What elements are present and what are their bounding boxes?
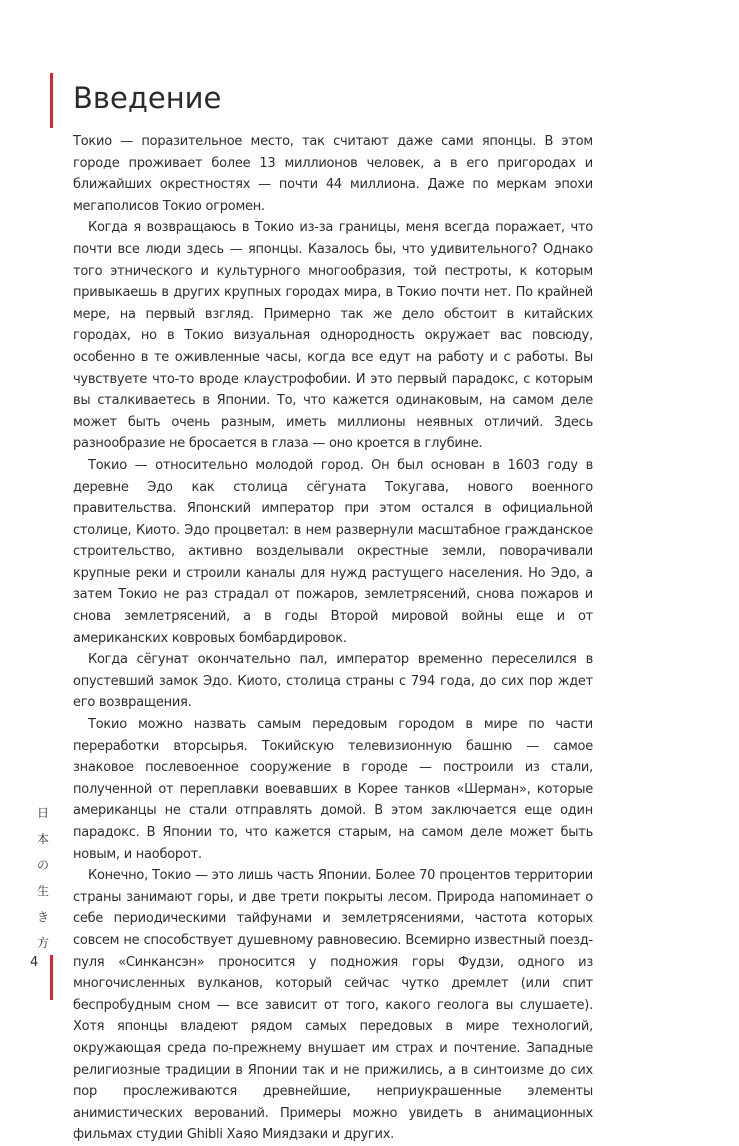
side-title-char: 方	[36, 936, 49, 950]
paragraph: Когда я возвращаюсь в Токио из-за границы, меня всегда поражает, что почти все люди здесь — японцы. Казалось бы, что удивительного? Однако того этнического и культурного многообразия, той пестроты, к которым привыкаешь в других крупных городах мира, в Токио почти нет. По крайней мере, на первый взгляд. Примерно так же дело обстоит в китайских городах, но в Токио визуальная однородность окружает вас повсюду, особенно в те оживленные часы, когда все едут на работу и с работы. Вы чувствуете что-то вроде клаустрофобии. И это первый парадокс, с которым вы сталкиваетесь в Японии. То, что кажется одинаковым, на самом деле может быть очень разным, иметь миллионы неявных отличий. Здесь разнообразие не бросается в глаза — оно кроется в глубине.	[73, 220, 593, 452]
side-title-char: き	[36, 910, 49, 924]
page-title: Введение	[73, 81, 222, 115]
title-accent-bar	[50, 73, 53, 128]
vertical-book-title	[28, 800, 58, 956]
paragraph: Токио можно назвать самым передовым городом в мире по части переработки вторсырья. Токийскую телевизионную башню — самое знаковое послевоенное сооружение в городе — построили из стали, полученной от переплавки воевавших в Корее танков «Шерман», которые американцы не стали отправлять домой. В этом заключается еще один парадокс. В Японии то, что кажется старым, на самом деле может быть новым, и наоборот.	[73, 717, 593, 862]
paragraph: Токио — поразительное место, так считают даже сами японцы. В этом городе проживает более 13 миллионов человек, а в его пригородах и ближайших окрестностях — почти 44 миллиона. Даже по меркам эпохи мегаполисов Токио огромен.	[73, 134, 593, 214]
page-number: 4	[30, 955, 39, 970]
body-text	[73, 131, 593, 1146]
side-title-char: 日	[36, 806, 49, 820]
side-title-char: 本	[36, 832, 49, 846]
paragraph: Токио — относительно молодой город. Он был основан в 1603 году в деревне Эдо как столица сёгуната Токугава, нового военного правительства. Японский император при этом остался в официальной столице, Киото. Эдо процветал: в нем развернули масштабное гражданское строительство, активно возделывали окрестные земли, поворачивали крупные реки и строили каналы для нужд растущего населения. Но Эдо, а затем Токио не раз страдал от пожаров, землетрясений, снова пожаров и снова землетрясений, а в годы Второй мировой войны еще и от американских ковровых бомбардировок.	[73, 457, 593, 646]
paragraph: Когда сёгунат окончательно пал, император временно переселился в опустевший замок Эдо. Киото, столица страны с 794 года, до сих пор ждет его возвращения.	[73, 652, 593, 711]
paragraph: Конечно, Токио — это лишь часть Японии. Более 70 процентов территории страны занимают горы, и две трети покрыты лесом. Природа напоминает о себе периодическими тайфунами и землетрясениями, частота которых совсем не способствует душевному равновесию. Всемирно известный поезд-пуля «Синкансэн» проносится у подножия горы Фудзи, одного из многочисленных вулканов, который сейчас чутко дремлет (или спит беспробудным сном — все зависит от того, какого геолога вы слушаете). Хотя японцы владеют рядом самых передовых в мире технологий, окружающая среда по-прежнему внушает им страх и почтение. Западные религиозные традиции в Японии так и не прижились, а в синтоизме до сих пор прослеживаются древнейшие, неприукрашенные элементы анимистических верований. Примеры можно увидеть в анимационных фильмах студии Ghibli Хаяо Миядзаки и других.	[73, 868, 593, 1143]
side-title-char: 生	[36, 884, 49, 898]
side-title-char: の	[36, 858, 49, 872]
footer-accent-bar	[50, 955, 53, 1000]
